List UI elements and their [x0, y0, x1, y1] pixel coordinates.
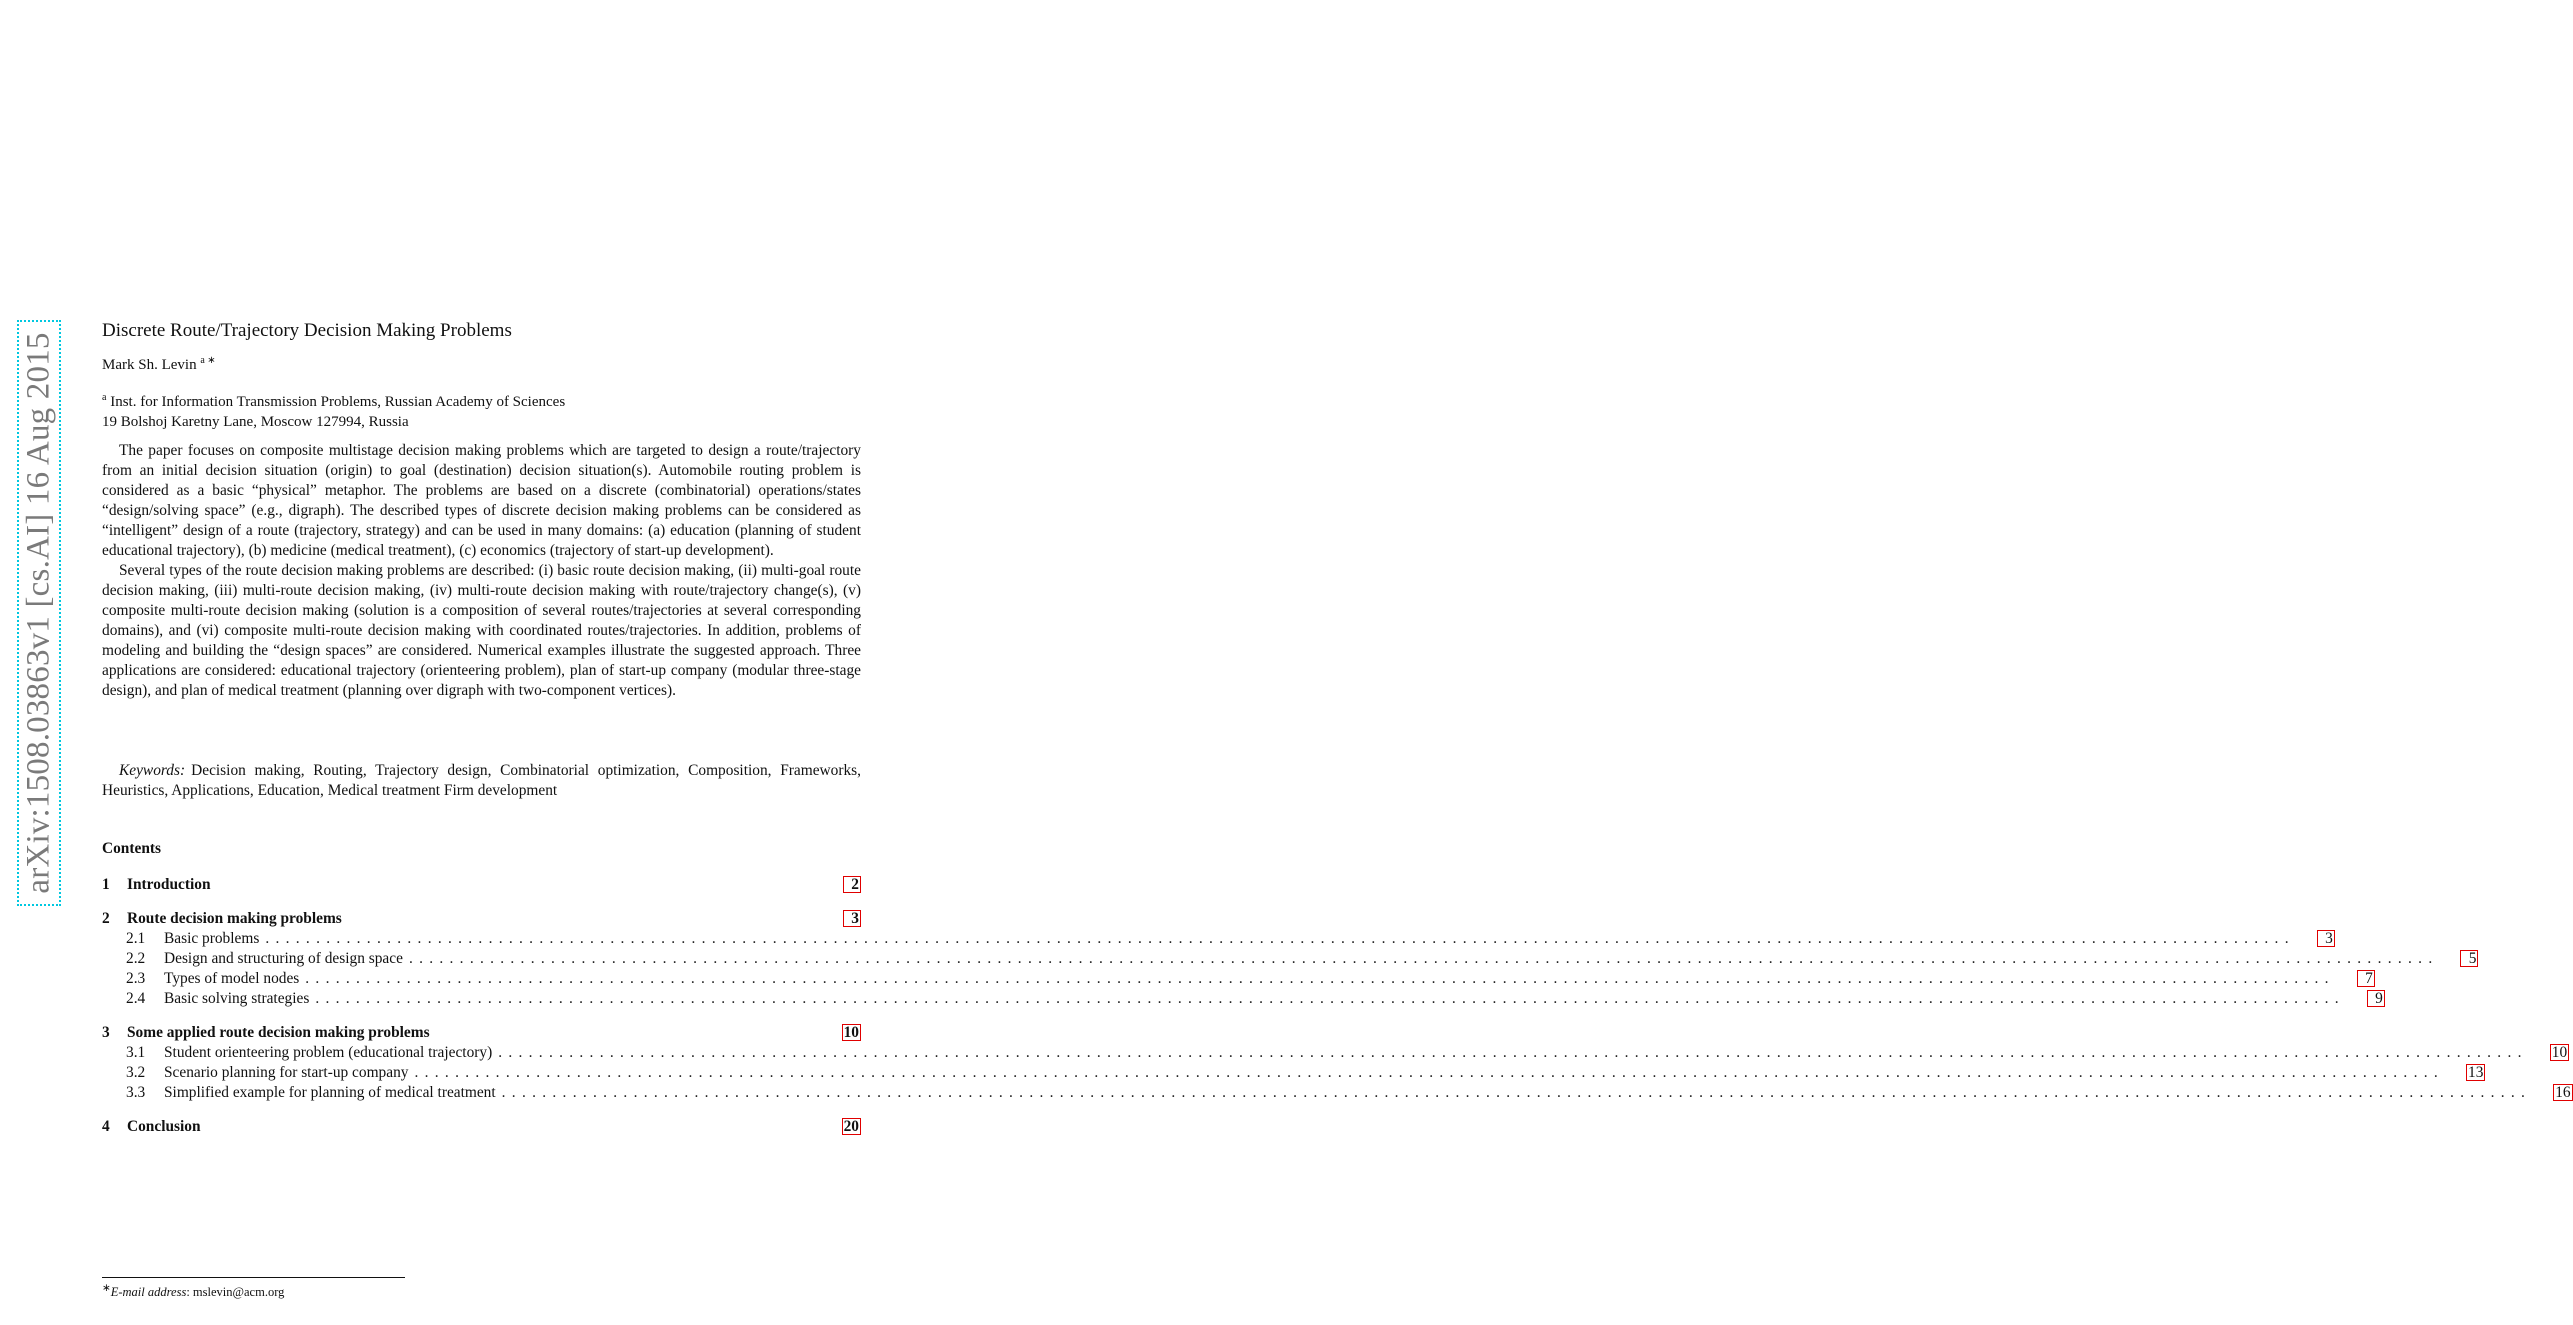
affiliation-mark: a [102, 392, 107, 403]
toc-number: 2.4 [126, 990, 146, 1007]
toc-number: 3.3 [126, 1084, 146, 1101]
keywords [102, 761, 861, 801]
toc-number: 1 [102, 876, 110, 893]
toc-dot-leader: ........................................................................................................................................................................................................ [408, 950, 2439, 967]
toc-title[interactable]: Basic solving strategies [164, 990, 310, 1007]
toc-dot-leader: ........................................................................................................................................................................................................ [498, 1044, 2528, 1061]
arxiv-stamp[interactable] [17, 320, 61, 906]
toc-subsection-row[interactable] [102, 970, 2373, 990]
toc-section-row[interactable] [102, 910, 861, 930]
toc-page-link[interactable]: 13 [2468, 1064, 2484, 1081]
toc-title[interactable]: Some applied route decision making problems [127, 1024, 430, 1041]
toc-number: 2.1 [126, 930, 146, 947]
toc-section-row[interactable] [102, 876, 861, 896]
arxiv-stamp-text: arXiv:1508.03863v1 [cs.AI] 16 Aug 2015 [20, 332, 57, 894]
toc-section-row[interactable] [102, 1024, 861, 1044]
toc-page-link[interactable]: 16 [2555, 1084, 2571, 1101]
toc-title[interactable]: Student orienteering problem (educational trajectory) [164, 1044, 493, 1061]
toc-dot-leader: ........................................................................................................................................................................................................ [414, 1064, 2445, 1081]
affiliation [102, 388, 861, 432]
author-line [102, 355, 861, 374]
abstract-paragraph: The paper focuses on composite multistage decision making problems which are targeted to design a route/trajectory from an initial decision situation (origin) to goal (destination) decision situation(s). Automobile routing problem is considered as a basic “physical” metaphor. The problems are based on a discrete (combinatorial) operations/states “design/solving space” (e.g., digraph). The described types of discrete decision making problems can be considered as “intelligent” design of a route (trajectory, strategy) and can be used in many domains: (a) education (planning of student educational trajectory), (b) medicine (medical treatment), (c) economics (trajectory of start-up development). [102, 442, 861, 559]
toc-page-link[interactable]: 2 [843, 876, 861, 893]
toc-title[interactable]: Types of model nodes [164, 970, 300, 987]
toc-number: 3.2 [126, 1064, 146, 1081]
toc-dot-leader: ........................................................................................................................................................................................................ [315, 990, 2345, 1007]
toc-number: 2 [102, 910, 110, 927]
toc-title[interactable]: Design and structuring of design space [164, 950, 403, 967]
footnote-rule [102, 1277, 405, 1278]
keywords-text: Decision making, Routing, Trajectory design, Combinatorial optimization, Composition, Frameworks, Heuristics, Applications, Education, Medical treatment Firm development [102, 762, 861, 799]
toc-page-link[interactable]: 10 [843, 1024, 859, 1041]
toc-page-link[interactable]: 10 [2551, 1044, 2568, 1061]
footnote-mark: ∗ [102, 1283, 111, 1294]
footnote [102, 1282, 284, 1300]
toc-title[interactable]: Scenario planning for start-up company [164, 1064, 409, 1081]
toc-section [102, 876, 861, 896]
toc-title[interactable]: Route decision making problems [127, 910, 342, 927]
toc-page-link[interactable]: 3 [843, 910, 861, 927]
abstract-paragraph: Several types of the route decision making problems are described: (i) basic route decision making, (ii) multi-goal route decision making, (iii) multi-route decision making, (iv) multi-route decision making with route/trajectory change(s), (v) composite multi-route decision making (solution is a composition of several routes/trajectories at several corresponding domains), and (vi) composite multi-route decision making with coordinated routes/trajectories. In addition, problems of modeling and building the “design spaces” are considered. Numerical examples illustrate the suggested approach. Three applications are considered: educational trajectory (orienteering problem), plan of start-up company (modular three-stage design), and plan of medical treatment (planning over digraph with two-component vertices). [102, 562, 861, 699]
keywords-label: Keywords: [119, 762, 186, 779]
contents-heading: Contents [102, 840, 161, 857]
toc-title[interactable]: Introduction [127, 876, 211, 893]
toc-section [102, 910, 2477, 1010]
toc-subsection-row[interactable] [102, 990, 2383, 1010]
author-marks: a ∗ [200, 355, 216, 366]
toc-subsection-row[interactable] [102, 1044, 2568, 1064]
toc-subsection-row[interactable] [102, 1084, 2571, 1104]
paper-title: Discrete Route/Trajectory Decision Making Problems [102, 320, 512, 341]
toc-title[interactable]: Simplified example for planning of medical treatment [164, 1084, 496, 1101]
toc-page-link[interactable]: 9 [2367, 990, 2385, 1007]
affiliation-line1: Inst. for Information Transmission Problems, Russian Academy of Sciences [110, 394, 566, 410]
toc-subsection-row[interactable] [102, 930, 2333, 950]
toc-dot-leader: ........................................................................................................................................................................................................ [501, 1084, 2532, 1101]
toc-subsection-row[interactable] [102, 1064, 2484, 1084]
table-of-contents [102, 876, 2571, 1152]
toc-title[interactable]: Basic problems [164, 930, 260, 947]
toc-title[interactable]: Conclusion [127, 1118, 201, 1135]
toc-dot-leader: ........................................................................................................................................................................................................ [305, 970, 2335, 987]
footnote-email[interactable]: : mslevin@acm.org [186, 1285, 285, 1300]
abstract [102, 441, 861, 701]
toc-page-link[interactable]: 7 [2357, 970, 2375, 987]
toc-page-link[interactable]: 20 [843, 1118, 859, 1135]
toc-number: 3 [102, 1024, 110, 1041]
author-name: Mark Sh. Levin [102, 357, 197, 373]
toc-number: 2.2 [126, 950, 146, 967]
toc-page-link[interactable]: 5 [2460, 950, 2478, 967]
toc-number: 3.1 [126, 1044, 146, 1061]
toc-number: 4 [102, 1118, 110, 1135]
toc-dot-leader: ........................................................................................................................................................................................................ [265, 930, 2295, 947]
toc-subsection-row[interactable] [102, 950, 2477, 970]
affiliation-line2: 19 Bolshoj Karetny Lane, Moscow 127994, Russia [102, 414, 409, 430]
toc-section [102, 1024, 2571, 1104]
toc-page-link[interactable]: 3 [2317, 930, 2335, 947]
footnote-label: E-mail address [110, 1285, 187, 1300]
toc-section [102, 1118, 861, 1138]
toc-section-row[interactable] [102, 1118, 861, 1138]
toc-number: 2.3 [126, 970, 146, 987]
